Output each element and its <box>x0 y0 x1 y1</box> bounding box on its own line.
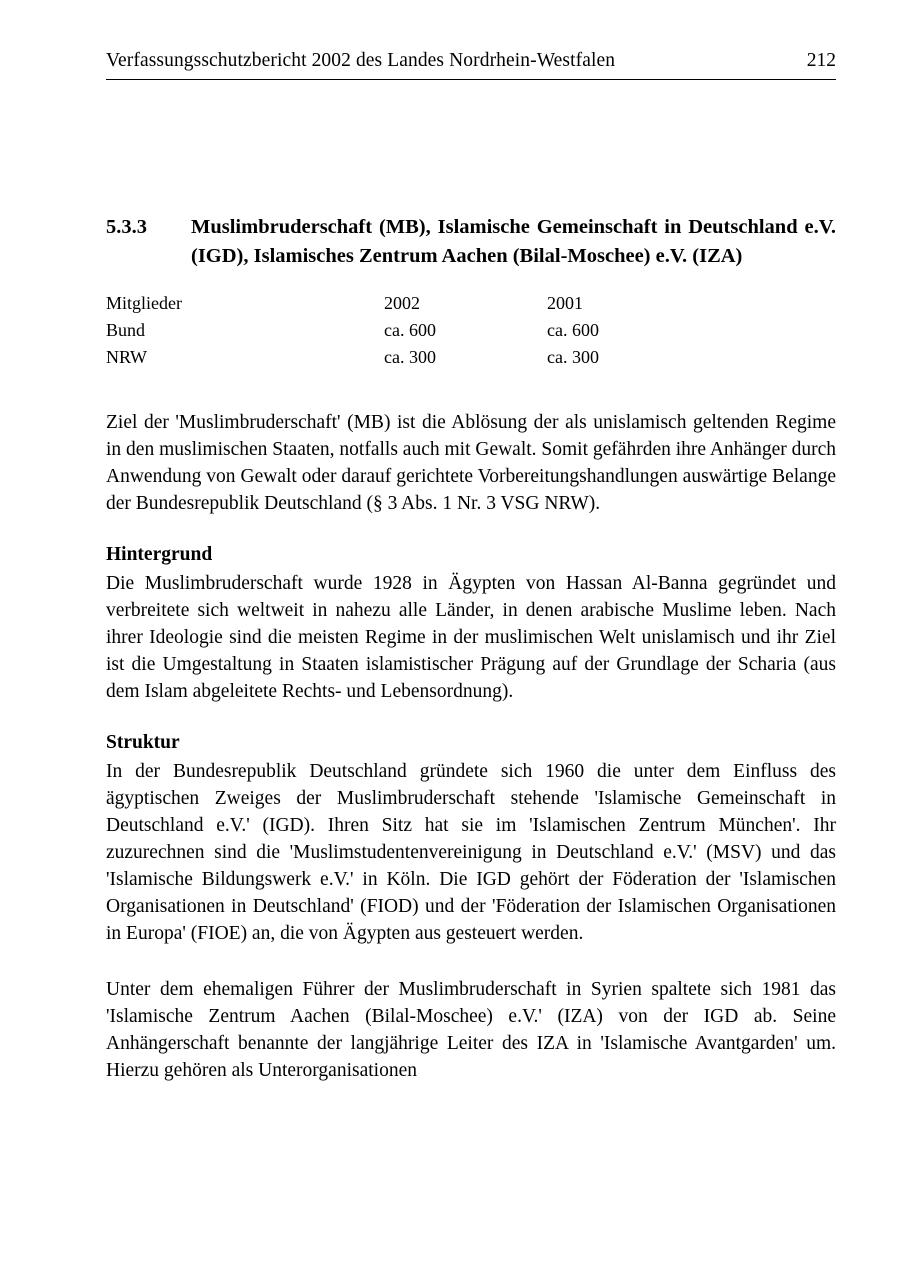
intro-paragraph: Ziel der 'Muslimbruderschaft' (MB) ist die Ablösung der als unislamisch geltenden Regime in den muslimischen Staaten, notfalls auch mit Gewalt. Somit gefährden ihre Anhänger durch Anwendung von Gewalt oder darauf gerichtete Vorbereitungshandlungen auswärtige Belange der Bundesrepublik Deutschland (§ 3 Abs. 1 Nr. 3 VSG NRW). <box>106 412 836 514</box>
table-header-row <box>106 290 836 317</box>
table-cell-value: ca. 600 <box>384 320 436 340</box>
section-title: Muslimbruderschaft (MB), Islamische Gemeinschaft in Deutschland e.V. (IGD), Islamisches Zentrum Aachen (Bilal-Moschee) e.V. (IZA) <box>191 216 836 267</box>
section-number: 5.3.3 <box>106 216 147 238</box>
table-cell-value: ca. 600 <box>547 320 599 340</box>
struktur-paragraph-2: Unter dem ehemaligen Führer der Muslimbruderschaft in Syrien spaltete sich 1981 das 'Islamische Zentrum Aachen (Bilal-Moschee) e.V.' (IZA) von der IGD ab. Seine Anhängerschaft benannte der langjährige Leiter des IZA in 'Islamische Avantgarden' um. Hierzu gehören als Unterorganisationen <box>106 979 836 1081</box>
table-cell-value: ca. 300 <box>384 347 436 367</box>
page-number: 212 <box>806 50 836 71</box>
table-cell-label: NRW <box>106 347 148 367</box>
hintergrund-paragraph: Die Muslimbruderschaft wurde 1928 in Ägypten von Hassan Al-Banna gegründet und verbreitete sich weltweit in nahezu alle Länder, in denen arabische Muslime leben. Nach ihrer Ideologie sind die meisten Regime in der muslimischen Welt unislamisch und ihr Ziel ist die Umgestaltung in Staaten islamistischer Prägung auf der Grundlage der Scharia (aus dem Islam abgeleitete Rechts- und Lebensordnung). <box>106 573 836 702</box>
running-header <box>106 50 836 80</box>
section-heading <box>106 213 836 270</box>
table-row <box>106 317 836 344</box>
hintergrund-heading: Hintergrund <box>106 544 213 565</box>
table-cell-value: ca. 300 <box>547 347 599 367</box>
struktur-heading: Struktur <box>106 732 180 753</box>
members-table <box>106 290 836 371</box>
table-header-2001: 2001 <box>547 293 583 313</box>
table-header-2002: 2002 <box>384 293 420 313</box>
table-header-label: Mitglieder <box>106 293 182 313</box>
table-row <box>106 344 836 371</box>
table-cell-label: Bund <box>106 320 146 340</box>
page-content <box>106 213 836 1084</box>
struktur-paragraph-1: In der Bundesrepublik Deutschland gründete sich 1960 die unter dem Einfluss des ägyptischen Zweiges der Muslimbruderschaft stehende 'Islamische Gemeinschaft in Deutschland e.V.' (IGD). Ihren Sitz hat sie im 'Islamischen Zentrum München'. Ihr zuzurechnen sind die 'Muslimstudentenvereinigung in Deutschland e.V.' (MSV) und das 'Islamische Bildungswerk e.V.' in Köln. Die IGD gehört der Föderation der 'Islamischen Organisationen in Deutschland' (FIOD) und der 'Föderation der Islamischen Organisationen in Europa' (FIOE) an, die von Ägypten aus gesteuert werden. <box>106 761 836 944</box>
report-title: Verfassungsschutzbericht 2002 des Landes Nordrhein-Westfalen <box>106 50 616 71</box>
